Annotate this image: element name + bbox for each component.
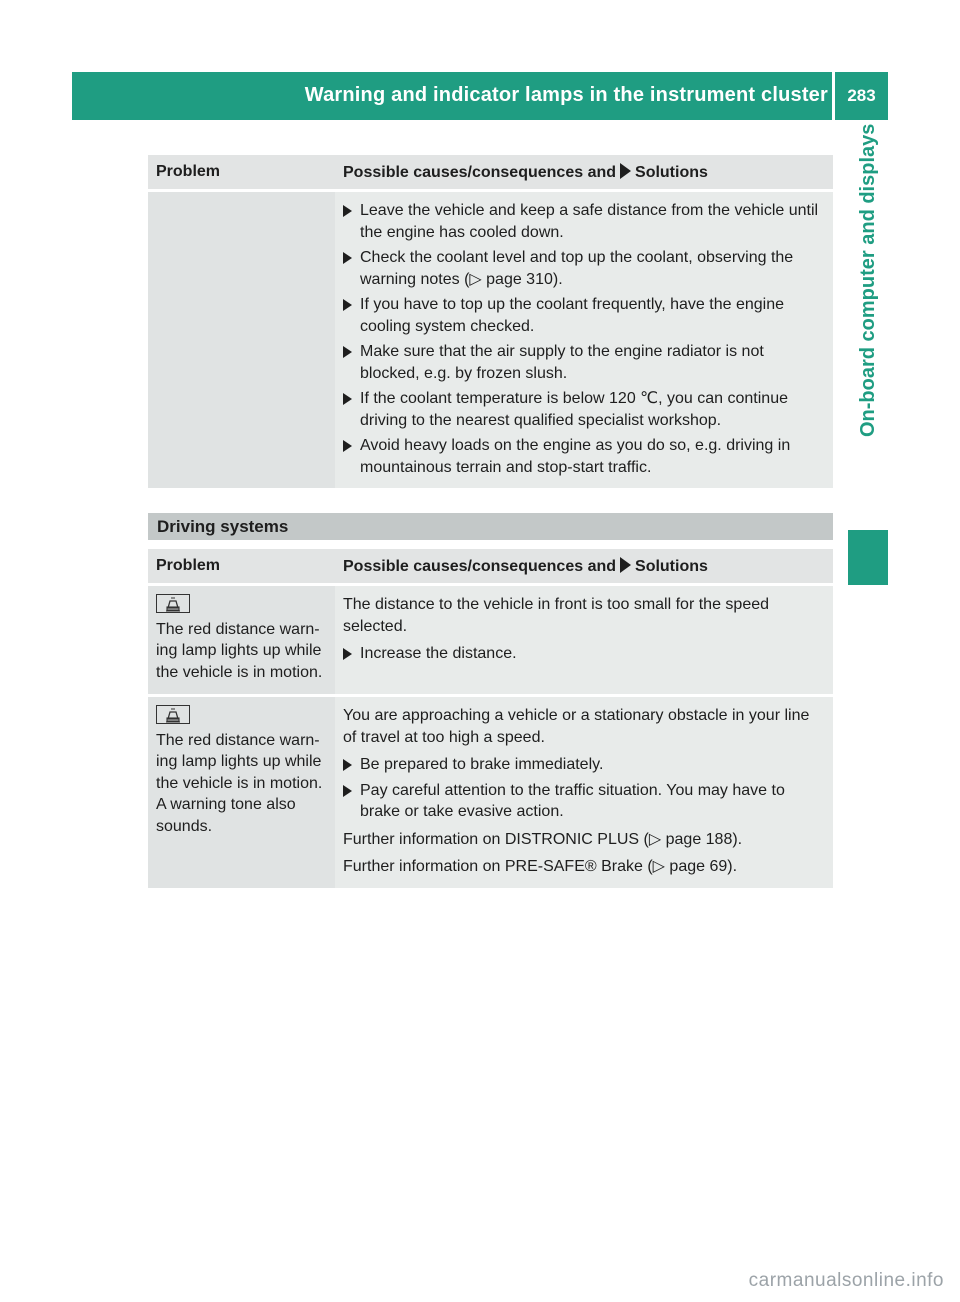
distance-warning-icon xyxy=(156,705,190,724)
further-info-distronic: Further information on DISTRONIC PLUS (▷ page 188). xyxy=(343,830,743,848)
coolant-table xyxy=(148,155,833,488)
table-row xyxy=(148,696,833,888)
header-solutions-text: Solutions xyxy=(635,557,708,575)
header-causes-text: Possible causes/consequences and xyxy=(343,163,617,181)
page-number: 283 xyxy=(847,86,876,105)
step-arrow-icon xyxy=(343,252,352,264)
header-solutions-text: Solutions xyxy=(635,163,708,181)
solutions-arrow-icon xyxy=(620,163,631,179)
header-problem: Problem xyxy=(148,155,335,191)
driving-systems-table xyxy=(148,549,833,888)
solutions-cell xyxy=(335,696,833,888)
watermark: carmanualsonline.info xyxy=(748,1270,944,1291)
section-title: Driving systems xyxy=(148,513,833,540)
list-item xyxy=(343,435,825,478)
solution-list xyxy=(343,200,825,478)
header-causes-text: Possible causes/consequences and xyxy=(343,557,617,575)
cause-text: The distance to the vehicle in front is too small for the speed selected. xyxy=(343,596,770,635)
step-arrow-icon xyxy=(343,759,352,771)
step-text: Leave the vehicle and keep a safe distance from the vehicle until the engine has cooled down. xyxy=(360,202,819,241)
list-item xyxy=(343,780,825,823)
page-title: Warning and indicator lamps in the instrument cluster xyxy=(304,84,828,106)
table-header-row xyxy=(148,549,833,585)
step-text: If you have to top up the coolant frequently, have the engine cooling system checked. xyxy=(360,296,785,335)
list-item xyxy=(343,247,825,290)
header-causes xyxy=(335,549,833,585)
step-arrow-icon xyxy=(343,785,352,797)
step-text: Be prepared to brake immediately. xyxy=(360,756,604,773)
side-tab-marker xyxy=(848,530,888,585)
list-item xyxy=(343,200,825,243)
list-item xyxy=(343,388,825,431)
list-item xyxy=(343,341,825,384)
problem-text: The red distance warn-ing lamp lights up while the vehicle is in motion. A warning tone also sounds. xyxy=(156,731,323,835)
solution-list xyxy=(343,754,825,823)
list-item xyxy=(343,754,825,776)
problem-cell xyxy=(148,585,335,696)
step-text: Pay careful attention to the traffic situation. You may have to brake or take evasive action. xyxy=(360,781,785,820)
cause-text: You are approaching a vehicle or a stationary obstacle in your line of travel at too high a speed. xyxy=(343,707,810,746)
list-item xyxy=(343,294,825,337)
step-text: Avoid heavy loads on the engine as you do so, e.g. driving in mountainous terrain and stop-start traffic. xyxy=(360,437,791,476)
table-row xyxy=(148,191,833,489)
side-tab-label: On-board computer and displays xyxy=(857,124,879,438)
problem-cell xyxy=(148,696,335,888)
step-arrow-icon xyxy=(343,440,352,452)
step-text: Increase the distance. xyxy=(360,645,517,662)
step-arrow-icon xyxy=(343,393,352,405)
solutions-cell xyxy=(335,585,833,696)
problem-text: The red distance warn-ing lamp lights up while the vehicle is in motion. xyxy=(156,620,323,681)
further-info-presafe: Further information on PRE-SAFE® Brake (▷ page 69). xyxy=(343,858,738,875)
step-arrow-icon xyxy=(343,299,352,311)
problem-cell xyxy=(148,191,335,489)
header-problem: Problem xyxy=(148,549,335,585)
solution-list xyxy=(343,643,825,665)
step-arrow-icon xyxy=(343,205,352,217)
step-text: Check the coolant level and top up the coolant, observing the warning notes (▷ page 310). xyxy=(360,249,794,288)
distance-warning-icon xyxy=(156,594,190,613)
table-row xyxy=(148,585,833,696)
step-arrow-icon xyxy=(343,648,352,660)
step-text: If the coolant temperature is below 120 ℃, you can continue driving to the nearest qualified specialist workshop. xyxy=(360,390,788,429)
step-arrow-icon xyxy=(343,346,352,358)
solutions-cell xyxy=(335,191,833,489)
header-causes xyxy=(335,155,833,191)
page-header xyxy=(72,72,888,120)
table-header-row xyxy=(148,155,833,191)
solutions-arrow-icon xyxy=(620,557,631,573)
step-text: Make sure that the air supply to the engine radiator is not blocked, e.g. by frozen slush. xyxy=(360,343,764,382)
list-item xyxy=(343,643,825,665)
